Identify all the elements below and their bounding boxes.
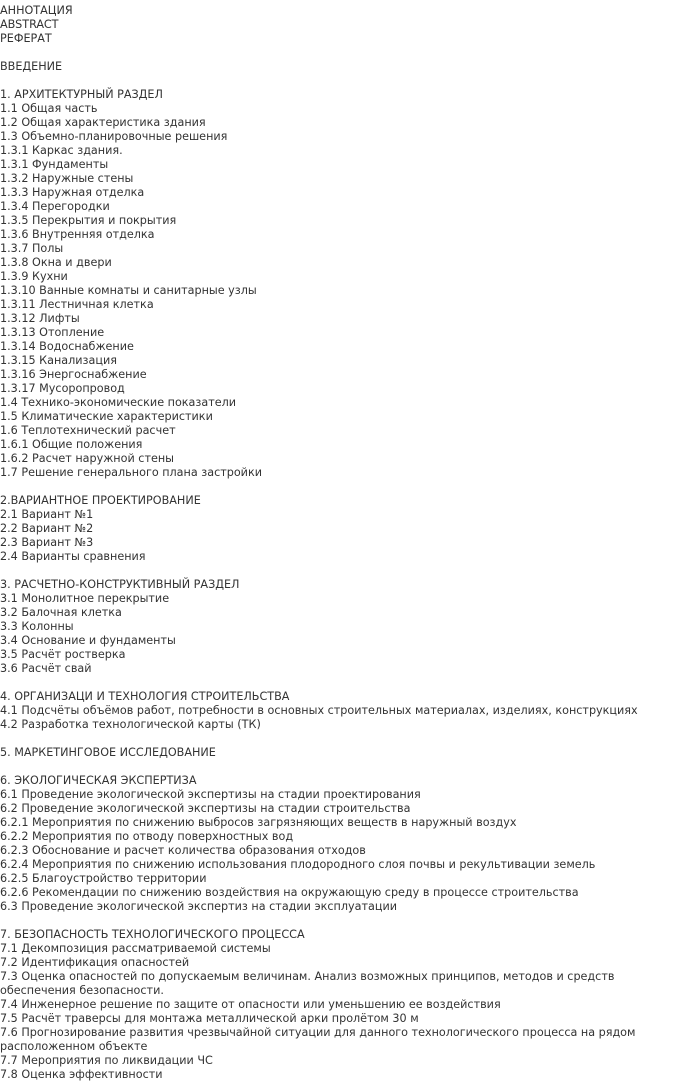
toc-entry: 6.2 Проведение экологической экспертизы на стадии строительства [0, 802, 411, 815]
spacer [0, 46, 686, 60]
toc-entry: 1.3.6 Внутренняя отделка [0, 228, 155, 241]
spacer [0, 732, 686, 746]
table-of-contents [0, 4, 686, 1082]
toc-entry: 7.7 Мероприятия по ликвидации ЧС [0, 1054, 213, 1067]
toc-entry: 2.3 Вариант №3 [0, 536, 94, 549]
toc-sections [0, 74, 686, 1082]
toc-section [0, 494, 686, 564]
toc-entry: 1.3.3 Наружная отделка [0, 186, 145, 199]
spacer [0, 914, 686, 928]
toc-entry: 2.4 Варианты сравнения [0, 550, 146, 563]
toc-entry: 1.7 Решение генерального плана застройки [0, 466, 262, 479]
toc-entry: 3.2 Балочная клетка [0, 606, 122, 619]
toc-entry: 1.3.1 Каркас здания. [0, 144, 123, 157]
toc-entry: 1.6.2 Расчет наружной стены [0, 452, 174, 465]
toc-section-title: 7. БЕЗОПАСНОСТЬ ТЕХНОЛОГИЧЕСКОГО ПРОЦЕССА [0, 928, 305, 941]
toc-entry: 1.3.9 Кухни [0, 270, 68, 283]
toc-entry-abstract: ABSTRACT [0, 18, 59, 31]
toc-entry: 1.3.5 Перекрытия и покрытия [0, 214, 177, 227]
toc-entry: 1.3.13 Отопление [0, 326, 105, 339]
toc-entry: 1.5 Климатические характеристики [0, 410, 213, 423]
toc-entry: 1.3.16 Энергоснабжение [0, 368, 147, 381]
toc-entry: 7.2 Идентификация опасностей [0, 956, 190, 969]
toc-entry: 1.3.11 Лестничная клетка [0, 298, 154, 311]
toc-entry: 1.3.12 Лифты [0, 312, 80, 325]
toc-entry: 6.3 Проведение экологической экспертиз на стадии эксплуатации [0, 900, 398, 913]
toc-entry: 7.1 Декомпозиция рассматриваемой системы [0, 942, 271, 955]
toc-entry: 3.5 Расчёт ростверка [0, 648, 126, 661]
toc-entry: 6.2.5 Благоустройство территории [0, 872, 207, 885]
spacer [0, 676, 686, 690]
toc-entry: 7.4 Инженерное решение по защите от опасности или уменьшению ее воздействия [0, 998, 501, 1011]
toc-entry-introduction: ВВЕДЕНИЕ [0, 60, 63, 73]
toc-entry: 7.6 Прогнозирование развития чрезвычайной ситуации для данного технологического процесса на рядом расположенном объекте [0, 1026, 636, 1053]
toc-section-title: 6. ЭКОЛОГИЧЕСКАЯ ЭКСПЕРТИЗА [0, 774, 197, 787]
toc-section-title: 3. РАСЧЕТНО-КОНСТРУКТИВНЫЙ РАЗДЕЛ [0, 578, 240, 591]
toc-section-title: 5. МАРКЕТИНГОВОЕ ИССЛЕДОВАНИЕ [0, 746, 216, 759]
toc-entry: 6.2.6 Рекомендации по снижению воздействия на окружающую среду в процессе строительства [0, 886, 579, 899]
toc-entry: 4.1 Подсчёты объёмов работ, потребности в основных строительных материалах, изделиях, конструкциях [0, 704, 638, 717]
toc-entry: 3.3 Колонны [0, 620, 74, 633]
toc-entry: 2.2 Вариант №2 [0, 522, 94, 535]
toc-entry: 1.4 Технико-экономические показатели [0, 396, 237, 409]
toc-entry: 7.5 Расчёт траверсы для монтажа металлической арки пролётом 30 м [0, 1012, 419, 1025]
toc-entry: 1.3.4 Перегородки [0, 200, 110, 213]
toc-section [0, 88, 686, 480]
toc-entry: 4.2 Разработка технологической карты (ТК) [0, 718, 261, 731]
toc-section-title: 1. АРХИТЕКТУРНЫЙ РАЗДЕЛ [0, 88, 163, 101]
toc-entry: 3.1 Монолитное перекрытие [0, 592, 170, 605]
toc-entry: 1.3.14 Водоснабжение [0, 340, 134, 353]
toc-entry: 1.3.1 Фундаменты [0, 158, 109, 171]
spacer [0, 760, 686, 774]
toc-entry: 1.2 Общая характеристика здания [0, 116, 206, 129]
spacer [0, 564, 686, 578]
toc-entry: 1.3 Объемно-планировочные решения [0, 130, 228, 143]
spacer [0, 74, 686, 88]
toc-entry-referat: РЕФЕРАТ [0, 32, 52, 45]
toc-section [0, 690, 686, 732]
toc-entry: 6.2.1 Мероприятия по снижению выбросов загрязняющих веществ в наружный воздух [0, 816, 517, 829]
toc-entry: 1.3.7 Полы [0, 242, 64, 255]
toc-entry: 1.1 Общая часть [0, 102, 98, 115]
toc-entry-annotation: АННОТАЦИЯ [0, 4, 73, 17]
toc-entry: 6.1 Проведение экологической экспертизы на стадии проектирования [0, 788, 421, 801]
toc-entry: 2.1 Вариант №1 [0, 508, 94, 521]
toc-entry: 3.6 Расчёт свай [0, 662, 92, 675]
toc-entry: 1.3.10 Ванные комнаты и санитарные узлы [0, 284, 257, 297]
toc-section [0, 774, 686, 914]
toc-section-title: 4. ОРГАНИЗАЦИ И ТЕХНОЛОГИЯ СТРОИТЕЛЬСТВА [0, 690, 290, 703]
spacer [0, 480, 686, 494]
toc-section [0, 746, 686, 760]
toc-entry: 6.2.4 Мероприятия по снижению использования плодородного слоя почвы и рекультивации земель [0, 858, 596, 871]
toc-entry: 6.2.2 Мероприятия по отводу поверхностных вод [0, 830, 294, 843]
toc-entry: 1.3.2 Наружные стены [0, 172, 134, 185]
toc-entry: 3.4 Основание и фундаменты [0, 634, 176, 647]
toc-entry: 1.6.1 Общие положения [0, 438, 143, 451]
toc-section [0, 578, 686, 676]
toc-entry: 7.3 Оценка опасностей по допускаемым величинам. Анализ возможных принципов, методов и средств обеспечения безопасности. [0, 970, 615, 997]
toc-entry: 1.3.15 Канализация [0, 354, 117, 367]
toc-entry: 1.3.8 Окна и двери [0, 256, 112, 269]
toc-entry: 1.3.17 Мусоропровод [0, 382, 125, 395]
toc-entry: 1.6 Теплотехнический расчет [0, 424, 176, 437]
toc-entry: 6.2.3 Обоснование и расчет количества образования отходов [0, 844, 366, 857]
toc-section-title: 2.ВАРИАНТНОЕ ПРОЕКТИРОВАНИЕ [0, 494, 201, 507]
toc-section [0, 928, 686, 1082]
toc-entry: 7.8 Оценка эффективности [0, 1068, 163, 1081]
front-matter [0, 4, 686, 46]
